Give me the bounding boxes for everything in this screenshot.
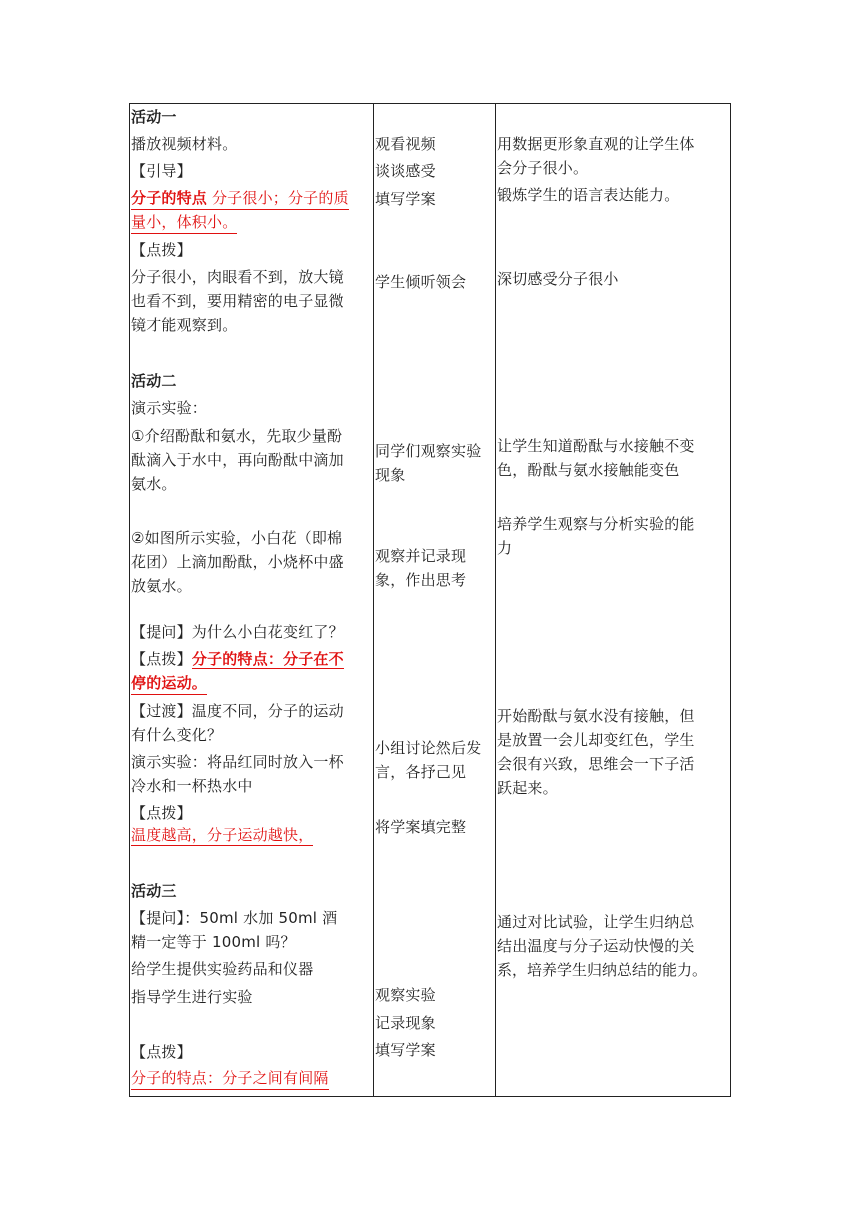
activity-1-title: 活动一 (131, 108, 177, 126)
key-point-text: 量小，体积小。 (131, 211, 237, 234)
text-line: 填写学案 (375, 190, 436, 208)
text-line: 开始酚酞与氨水没有接触，但 (497, 707, 695, 725)
text-line: 象，作出思考 (375, 571, 467, 589)
text-line: 言，各抒己见 (375, 763, 467, 781)
transition-line: 【过渡】温度不同，分子的运动 (131, 702, 344, 720)
question-line: 【提问】：50ml 水加 50ml 酒 (131, 909, 338, 927)
key-point-text: 分子的特点：分子在不 (191, 650, 344, 668)
text-line: 观看视频 (375, 135, 436, 153)
text-line: ①介绍酚酞和氨水，先取少量酚 (131, 427, 343, 445)
text-line: 现象 (375, 466, 406, 484)
column-divider-1 (373, 104, 374, 1096)
text-line: 观察实验 (375, 986, 436, 1004)
text-line: 跃起来。 (497, 779, 558, 797)
key-point-text: 分子的特点：分子之间有间隔 (131, 1068, 329, 1090)
tip-label: 【点拨】 (131, 804, 192, 822)
text-line: 花团）上滴加酚酞，小烧杯中盛 (131, 553, 344, 571)
text-line: 记录现象 (375, 1014, 436, 1032)
guide-label: 【引导】 (131, 162, 192, 180)
text-line: 演示实验： (131, 399, 208, 417)
tip-line (131, 648, 344, 671)
tip-label: 【点拨】 (131, 241, 192, 259)
text-line: 同学们观察实验 (375, 442, 482, 460)
text-line: 演示实验：将品红同时放入一杯 (131, 753, 344, 771)
text-line: 谈谈感受 (375, 162, 436, 180)
tip-label: 【点拨】 (131, 650, 192, 668)
key-point-text: 温度越高，分子运动越快， (131, 826, 314, 844)
text-line: 学生倾听领会 (375, 273, 467, 291)
text-line: 深切感受分子很小 (497, 270, 619, 288)
text-line: 给学生提供实验药品和仪器 (131, 960, 314, 978)
text-line: 力 (497, 539, 513, 557)
text-line: 小组讨论然后发 (375, 739, 482, 757)
text-line: 观察并记录现 (375, 547, 467, 565)
text-line: 也看不到，要用精密的电子显微 (131, 292, 344, 310)
text-line: 氨水。 (131, 475, 177, 493)
text-line: 色，酚酞与氨水接触能变色 (497, 461, 680, 479)
question-line: 【提问】为什么小白花变红了？ (131, 623, 344, 641)
column-divider-2 (495, 104, 496, 1096)
text-line: 有什么变化？ (131, 726, 223, 744)
text-line: 填写学案 (375, 1041, 436, 1059)
text-line: 会分子很小。 (497, 159, 589, 177)
text-line: 放氨水。 (131, 577, 192, 595)
text-line: 用数据更形象直观的让学生体 (497, 135, 695, 153)
activity-2-title: 活动二 (131, 372, 177, 390)
key-point-heading: 分子的特点 (131, 189, 208, 207)
text-line: 将学案填完整 (375, 818, 467, 836)
text-line: 冷水和一杯热水中 (131, 777, 253, 795)
key-point-line (131, 187, 349, 210)
text-line: 是放置一会儿却变红色，学生 (497, 731, 695, 749)
text-line: 播放视频材料。 (131, 135, 238, 153)
text-line: 培养学生观察与分析实验的能 (497, 515, 695, 533)
text-line: 通过对比试验，让学生归纳总 (497, 913, 695, 931)
text-line: 指导学生进行实验 (131, 988, 253, 1006)
text-line: 让学生知道酚酞与水接触不变 (497, 437, 695, 455)
text-line: 会很有兴致，思维会一下子活 (497, 755, 695, 773)
text-line: ②如图所示实验，小白花（即棉 (131, 529, 343, 547)
text-line: 精一定等于 100ml 吗？ (131, 933, 296, 951)
tip-label: 【点拨】 (131, 1043, 192, 1061)
key-point-text: 停的运动。 (131, 672, 207, 695)
key-point-text: 分子很小；分子的质 (207, 189, 349, 207)
text-line: 结出温度与分子运动快慢的关 (497, 937, 695, 955)
text-line: 镜才能观察到。 (131, 316, 238, 334)
activity-3-title: 活动三 (131, 882, 177, 900)
text-line: 分子很小，肉眼看不到，放大镜 (131, 268, 344, 286)
text-line: 系，培养学生归纳总结的能力。 (497, 961, 708, 979)
text-line: 酞滴入于水中，再向酚酞中滴加 (131, 451, 344, 469)
text-line: 锻炼学生的语言表达能力。 (497, 186, 680, 204)
